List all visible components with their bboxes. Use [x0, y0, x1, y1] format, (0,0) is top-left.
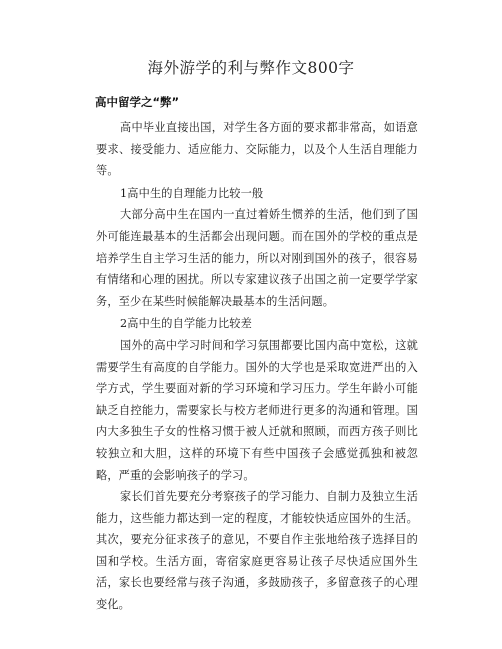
paragraph-intro: 高中毕业直接出国，对学生各方面的要求都非常高，如语意要求、接受能力、适应能力、交际能力，以及个人生活自理能力等。: [96, 121, 418, 178]
document-title: 海外游学的利与弊作文800字: [147, 59, 355, 77]
subheading-2: 2高中生的自学能力比较差: [120, 317, 252, 331]
document-body: [96, 92, 418, 616]
subheading-1: 1高中生的自理能力比较一般: [120, 186, 264, 200]
section-heading: 高中留学之“弊”: [95, 95, 180, 109]
paragraph-self-study: 国外的高中学习时间和学习氛围都要比国内高中宽松，这就需要学生有高度的自学能力。国外的大学也是采取宽进严出的入学方式，学生要面对新的学习环境和学习压力。学生年龄小可能缺乏自控能力，需要家长与校方老师进行更多的沟通和管理。国内大多独生子女的性格习惯于被人迁就和照顾，而西方孩子则比较独立和大胆，这样的环境下有些中国孩子会感觉孤独和被忽略，严重的会影响孩子的学习。: [96, 338, 418, 482]
paragraph-parents-advice: 家长们首先要充分考察孩子的学习能力、自制力及独立生活能力，这些能力都达到一定的程度，才能较快适应国外的生活。其次，要充分征求孩子的意见，不要自作主张地给孩子选择目的国和学校。生活方面，寄宿家庭更容易让孩子尽快适应国外生活，家长也要经常与孩子沟通，多鼓励孩子，多留意孩子的心理变化。: [96, 490, 418, 612]
paragraph-self-care: 大部分高中生在国内一直过着娇生惯养的生活，他们到了国外可能连最基本的生活都会出现问题。而在国外的学校的重点是培养学生自主学习生活的能力，所以对刚到国外的孩子，很容易有情绪和心理的困扰。所以专家建议孩子出国之前一定要学学家务，至少在某些时候能解决最基本的生活问题。: [96, 208, 418, 308]
